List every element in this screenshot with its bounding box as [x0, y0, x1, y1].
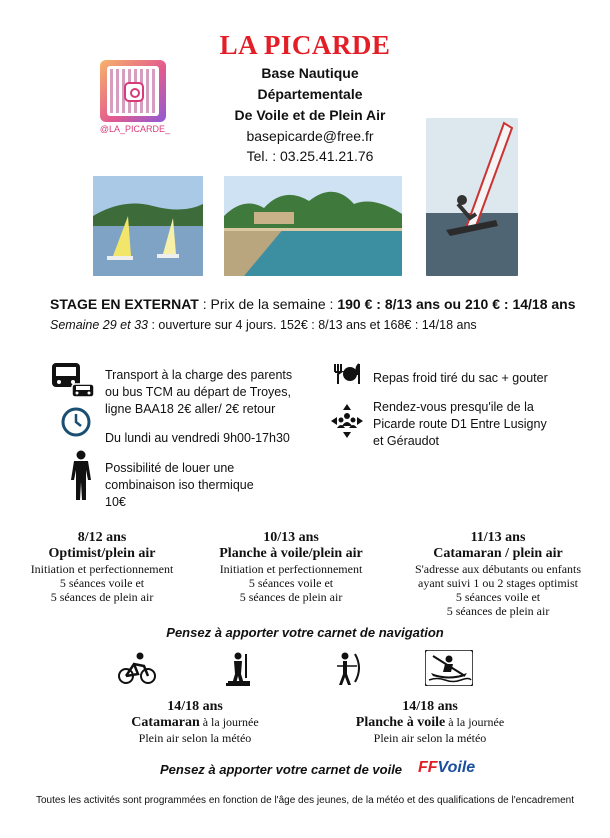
day-program-age: 14/18 ans: [402, 699, 458, 714]
stage-price-intro: : Prix de la semaine :: [198, 296, 338, 312]
wetsuit-icon: [70, 450, 92, 502]
day-program-windsurf: [330, 699, 530, 745]
program-activity: Planche à voile/plein air: [219, 546, 363, 561]
stage-weeks-line: [50, 318, 477, 332]
program-windsurf: [196, 530, 386, 604]
photo-optimist-sailing: [93, 176, 203, 276]
reminder-voile: Pensez à apporter votre carnet de voile: [160, 762, 403, 777]
day-program-age: 14/18 ans: [167, 699, 223, 714]
day-program-activity: Catamaran: [131, 715, 200, 730]
day-program-detail: Plein air selon la météo: [373, 731, 487, 745]
stage-label: STAGE EN EXTERNAT: [50, 296, 199, 312]
clock-icon: [60, 406, 92, 438]
program-detail: 5 séances voile et: [248, 576, 334, 590]
bus-car-icon: [50, 362, 94, 400]
stage-price-main: 190 € : 8/13 ans ou 210 € : 14/18 ans: [337, 296, 576, 312]
header-line-1: Base Nautique: [261, 65, 359, 81]
program-optimist: [12, 530, 192, 604]
header-email[interactable]: basepicarde@free.fr: [246, 128, 374, 144]
info-wetsuit: Possibilité de louer une combinaison iso thermique 10€: [105, 461, 254, 509]
stage-weeks-label: Semaine 29 et 33: [50, 318, 148, 332]
day-program-activity: Planche à voile: [355, 715, 446, 730]
program-detail: S'adresse aux débutants ou enfants: [414, 562, 582, 576]
program-detail: Initiation et perfectionnement: [219, 562, 363, 576]
day-program-suffix: à la journée: [445, 715, 505, 729]
photo-catamaran: [426, 118, 518, 276]
instagram-qr-code: [100, 60, 166, 122]
program-catamaran: [398, 530, 598, 618]
page-title: LA PICARDE: [219, 30, 391, 60]
program-age: 8/12 ans: [77, 530, 127, 545]
meeting-point-icon: [331, 404, 363, 438]
photo-lake-beach: [224, 176, 402, 276]
day-program-detail: Plein air selon la météo: [138, 731, 252, 745]
program-age: 10/13 ans: [263, 530, 319, 545]
program-detail: Initiation et perfectionnement: [30, 562, 174, 576]
cycling-icon: [118, 652, 156, 684]
info-transport: Transport à la charge des parents ou bus TCM au départ de Troyes, ligne BAA18 2€ aller/ 2€ retour: [105, 368, 293, 416]
paddle-icon: [224, 652, 252, 688]
kayak-icon: [425, 650, 473, 686]
day-program-catamaran: [100, 699, 290, 745]
info-hours: Du lundi au vendredi 9h00-17h30: [105, 431, 290, 445]
stage-pricing-line: [50, 296, 576, 312]
program-activity: Optimist/plein air: [48, 546, 156, 561]
footer-note: Toutes les activités sont programmées en fonction de l'âge des jeunes, de la météo et des qualifications de l'encadrement: [35, 795, 575, 806]
program-detail: 5 séances voile et: [455, 590, 541, 604]
program-detail: ayant suivi 1 ou 2 stages optimist: [418, 576, 578, 590]
program-detail: 5 séances de plein air: [50, 590, 154, 604]
archery-icon: [333, 652, 363, 686]
program-age: 11/13 ans: [470, 530, 526, 545]
reminder-navigation: Pensez à apporter votre carnet de navigation: [166, 625, 444, 640]
instagram-icon: [124, 82, 144, 102]
header-phone: Tel. : 03.25.41.21.76: [246, 148, 374, 164]
stage-weeks-text: : ouverture sur 4 jours. 152€ : 8/13 ans et 168€ : 14/18 ans: [148, 318, 477, 332]
header-line-3: De Voile et de Plein Air: [234, 107, 386, 123]
program-detail: 5 séances de plein air: [446, 604, 550, 618]
day-program-suffix: à la journée: [199, 715, 259, 729]
program-detail: 5 séances voile et: [59, 576, 145, 590]
info-meal: Repas froid tiré du sac + gouter: [373, 371, 548, 385]
program-detail: 5 séances de plein air: [239, 590, 343, 604]
program-activity: Catamaran / plein air: [433, 546, 563, 561]
meal-icon: [333, 362, 361, 386]
ffvoile-logo: FFVoile: [418, 759, 476, 776]
header-line-2: Départementale: [257, 86, 363, 102]
instagram-handle: @LA_PICARDE_: [99, 124, 171, 134]
info-meeting: Rendez-vous presqu'ile de la Picarde route D1 Entre Lusigny et Géraudot: [373, 400, 547, 448]
